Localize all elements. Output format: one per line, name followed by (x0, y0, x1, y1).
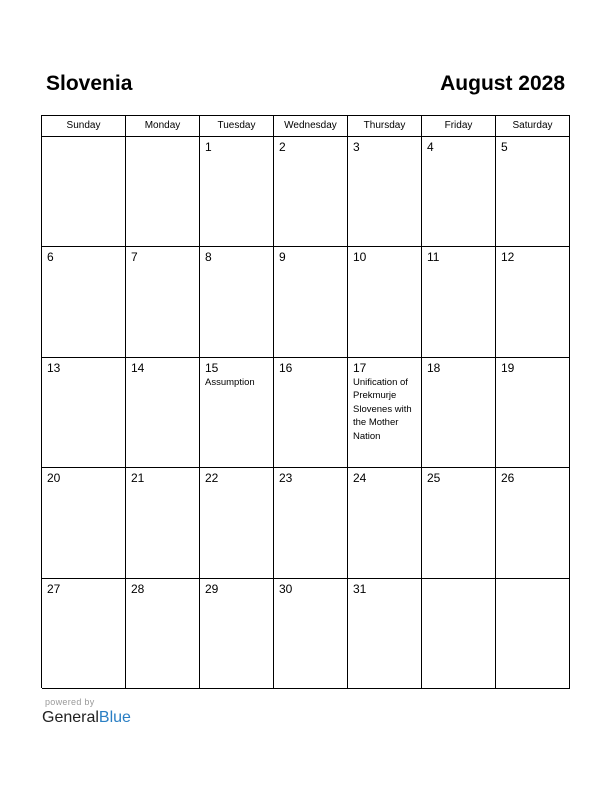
day-grid (42, 137, 570, 689)
day-number: 8 (205, 250, 212, 265)
day-number: 2 (279, 140, 286, 154)
day-number: 6 (47, 250, 54, 265)
day-cell (496, 247, 570, 357)
day-cell (274, 247, 348, 357)
day-number: 15 (205, 360, 219, 375)
day-number: 4 (427, 140, 434, 154)
weekday-tuesday: Tuesday (200, 116, 274, 137)
day-cell (348, 468, 422, 578)
day-number: 30 (279, 581, 293, 596)
calendar-grid (41, 115, 570, 688)
weekday-friday: Friday (422, 116, 496, 137)
day-cell (274, 137, 348, 247)
weekday-saturday: Saturday (496, 116, 570, 137)
day-number: 10 (353, 250, 367, 265)
weekday-sunday: Sunday (42, 116, 126, 137)
day-cell (126, 579, 200, 689)
holiday-label: Unification of Prekmurje Slovenes with the Mother Nation (353, 376, 412, 442)
weekday-header-row (42, 116, 570, 137)
month-title: August 2028 (440, 72, 565, 95)
day-number: 22 (205, 471, 219, 486)
day-number: 16 (279, 360, 293, 375)
day-cell (200, 579, 274, 689)
day-number: 31 (353, 581, 367, 596)
day-number: 17 (353, 360, 367, 375)
day-cell (200, 137, 274, 247)
day-cell (496, 358, 570, 468)
day-cell (42, 358, 126, 468)
day-number: 21 (131, 471, 145, 486)
day-cell (274, 579, 348, 689)
day-number: 13 (47, 360, 61, 375)
day-cell (126, 137, 200, 247)
day-cell (496, 137, 570, 247)
generalblue-logo (42, 709, 131, 727)
weekday-thursday: Thursday (348, 116, 422, 137)
brand-general: General (42, 709, 99, 726)
day-number: 23 (279, 471, 293, 486)
brand-blue: Blue (98, 709, 131, 726)
day-number: 1 (205, 140, 212, 154)
day-cell (274, 358, 348, 468)
day-cell (422, 358, 496, 468)
day-number: 9 (279, 250, 286, 265)
day-cell (126, 358, 200, 468)
day-cell (348, 358, 422, 468)
holiday-label: Assumption (205, 376, 255, 388)
day-cell (274, 468, 348, 578)
day-cell (200, 358, 274, 468)
day-cell (348, 137, 422, 247)
weekday-monday: Monday (126, 116, 200, 137)
day-cell (348, 247, 422, 357)
day-cell (422, 579, 496, 689)
day-cell (200, 468, 274, 578)
day-cell (42, 579, 126, 689)
day-cell (42, 468, 126, 578)
day-cell (126, 247, 200, 357)
day-number: 11 (427, 250, 440, 265)
day-number: 18 (427, 360, 441, 375)
day-number: 24 (353, 471, 367, 486)
day-cell (200, 247, 274, 357)
country-title: Slovenia (46, 72, 133, 95)
day-cell (496, 468, 570, 578)
day-cell (348, 579, 422, 689)
day-cell (496, 579, 570, 689)
day-number: 20 (47, 471, 61, 486)
day-number: 25 (427, 471, 441, 486)
day-number: 3 (353, 140, 360, 154)
day-cell (422, 137, 496, 247)
day-number: 29 (205, 581, 219, 596)
day-cell (42, 137, 126, 247)
day-cell (42, 247, 126, 357)
day-number: 5 (501, 140, 508, 154)
day-cell (422, 247, 496, 357)
day-cell (422, 468, 496, 578)
day-number: 7 (131, 250, 138, 265)
powered-by-text: powered by (45, 697, 95, 707)
day-number: 26 (501, 471, 515, 486)
weekday-wednesday: Wednesday (274, 116, 348, 137)
day-number: 14 (131, 360, 145, 375)
day-cell (126, 468, 200, 578)
day-number: 12 (501, 250, 515, 265)
day-number: 28 (131, 581, 145, 596)
day-number: 19 (501, 360, 515, 375)
day-number: 27 (47, 581, 61, 596)
